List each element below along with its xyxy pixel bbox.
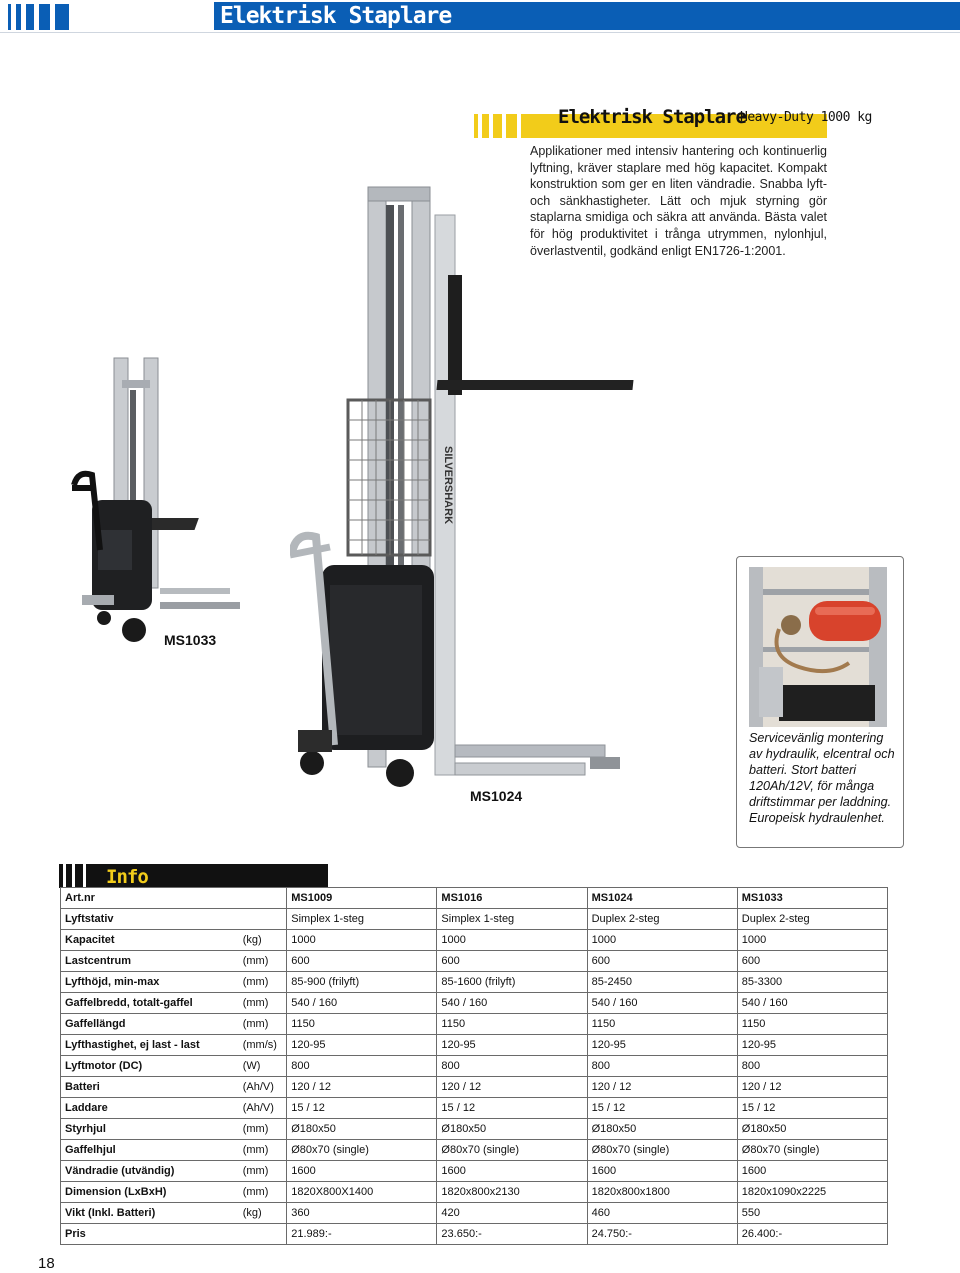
value-cell: 15 / 12 [587, 1098, 737, 1119]
hydraulics-photo [749, 567, 887, 727]
value-cell: 21.989:- [287, 1224, 437, 1245]
table-row [61, 1077, 888, 1098]
value-cell: 1150 [287, 1014, 437, 1035]
value-cell: Ø180x50 [737, 1119, 887, 1140]
value-cell: 1000 [287, 930, 437, 951]
model-header-cell: MS1033 [737, 888, 887, 909]
row-label-cell: Lyftmotor (DC) [61, 1056, 239, 1077]
value-cell: 1820x800x2130 [437, 1182, 587, 1203]
table-row [61, 1056, 888, 1077]
stacker-ms1033-image [64, 350, 254, 650]
value-cell: 1600 [437, 1161, 587, 1182]
value-cell: 24.750:- [587, 1224, 737, 1245]
value-cell: 120-95 [587, 1035, 737, 1056]
value-cell: Ø180x50 [587, 1119, 737, 1140]
value-cell: 1600 [737, 1161, 887, 1182]
value-cell: Ø80x70 (single) [287, 1140, 437, 1161]
row-label-cell: Lyfthastighet, ej last - last [61, 1035, 239, 1056]
unit-cell [239, 1224, 287, 1245]
table-row [61, 1119, 888, 1140]
value-cell: 85-1600 (frilyft) [437, 972, 587, 993]
section-title: Elektrisk Staplare [558, 106, 746, 128]
value-cell: 1600 [287, 1161, 437, 1182]
unit-cell: (mm) [239, 1014, 287, 1035]
row-label-cell: Lyfthöjd, min-max [61, 972, 239, 993]
unit-cell: (Ah/V) [239, 1077, 287, 1098]
value-cell: 600 [737, 951, 887, 972]
value-cell: 800 [287, 1056, 437, 1077]
row-label-cell: Dimension (LxBxH) [61, 1182, 239, 1203]
value-cell: Simplex 1-steg [287, 909, 437, 930]
value-cell: 1820x800x1800 [587, 1182, 737, 1203]
hydraulics-inset [736, 556, 904, 848]
unit-cell: (mm) [239, 1182, 287, 1203]
section-stripes [474, 114, 535, 138]
header-label-cell: Art.nr [61, 888, 239, 909]
value-cell: 540 / 160 [437, 993, 587, 1014]
value-cell: 120-95 [737, 1035, 887, 1056]
value-cell: 600 [587, 951, 737, 972]
value-cell: 120-95 [287, 1035, 437, 1056]
value-cell: 15 / 12 [287, 1098, 437, 1119]
value-cell: 15 / 12 [737, 1098, 887, 1119]
mast-brand-text: SILVERSHARK [442, 445, 454, 525]
value-cell: 600 [287, 951, 437, 972]
value-cell: 1820x1090x2225 [737, 1182, 887, 1203]
row-label-cell: Vikt (Inkl. Batteri) [61, 1203, 239, 1224]
value-cell: 120 / 12 [737, 1077, 887, 1098]
table-row [61, 909, 888, 930]
value-cell: 550 [737, 1203, 887, 1224]
value-cell: 800 [437, 1056, 587, 1077]
table-row [61, 951, 888, 972]
unit-cell: (mm) [239, 1140, 287, 1161]
unit-cell [239, 909, 287, 930]
value-cell: 800 [587, 1056, 737, 1077]
row-label-cell: Gaffelhjul [61, 1140, 239, 1161]
value-cell: 600 [437, 951, 587, 972]
value-cell: Ø180x50 [287, 1119, 437, 1140]
table-row [61, 1182, 888, 1203]
value-cell: 420 [437, 1203, 587, 1224]
value-cell: 1600 [587, 1161, 737, 1182]
stacker-ms1024-image [290, 185, 660, 790]
table-row [61, 972, 888, 993]
unit-cell: (mm) [239, 1119, 287, 1140]
value-cell: 1820X800X1400 [287, 1182, 437, 1203]
table-row [61, 1224, 888, 1245]
value-cell: 120 / 12 [587, 1077, 737, 1098]
value-cell: Ø80x70 (single) [437, 1140, 587, 1161]
value-cell: 360 [287, 1203, 437, 1224]
ms1024-caption: MS1024 [470, 788, 523, 804]
table-row [61, 1014, 888, 1035]
model-header-cell: MS1016 [437, 888, 587, 909]
table-row [61, 1161, 888, 1182]
unit-cell: (W) [239, 1056, 287, 1077]
value-cell: 15 / 12 [437, 1098, 587, 1119]
unit-cell: (kg) [239, 1203, 287, 1224]
row-label-cell: Laddare [61, 1098, 239, 1119]
row-label-cell: Vändradie (utvändig) [61, 1161, 239, 1182]
row-label-cell: Pris [61, 1224, 239, 1245]
spec-table [60, 887, 888, 1245]
value-cell: 85-900 (frilyft) [287, 972, 437, 993]
value-cell: 540 / 160 [587, 993, 737, 1014]
value-cell: 1000 [737, 930, 887, 951]
model-header-cell: MS1024 [587, 888, 737, 909]
row-label-cell: Kapacitet [61, 930, 239, 951]
value-cell: Duplex 2-steg [587, 909, 737, 930]
table-row [61, 1098, 888, 1119]
row-label-cell: Batteri [61, 1077, 239, 1098]
value-cell: 1150 [437, 1014, 587, 1035]
value-cell: 85-3300 [737, 972, 887, 993]
value-cell: Duplex 2-steg [737, 909, 887, 930]
row-label-cell: Gaffellängd [61, 1014, 239, 1035]
inset-caption: Servicevänlig montering av hydraulik, elcentral och batteri. Stort batteri 120Ah/12V, för många driftstimmar per laddning. Europeisk hydraulenhet. [749, 731, 895, 825]
row-label-cell: Styrhjul [61, 1119, 239, 1140]
value-cell: 23.650:- [437, 1224, 587, 1245]
value-cell: 1000 [587, 930, 737, 951]
value-cell: Simplex 1-steg [437, 909, 587, 930]
value-cell: Ø80x70 (single) [737, 1140, 887, 1161]
page-number: 18 [38, 1255, 55, 1272]
value-cell: 540 / 160 [737, 993, 887, 1014]
value-cell: 460 [587, 1203, 737, 1224]
table-row [61, 1035, 888, 1056]
value-cell: 26.400:- [737, 1224, 887, 1245]
model-header-cell: MS1009 [287, 888, 437, 909]
unit-cell: (mm/s) [239, 1035, 287, 1056]
unit-cell: (kg) [239, 930, 287, 951]
table-row [61, 930, 888, 951]
value-cell: 1150 [737, 1014, 887, 1035]
table-row [61, 1140, 888, 1161]
unit-cell: (mm) [239, 1161, 287, 1182]
table-header-row [61, 888, 888, 909]
row-label-cell: Lyftstativ [61, 909, 239, 930]
value-cell: 120-95 [437, 1035, 587, 1056]
unit-cell [239, 888, 287, 909]
section-subtitle: Heavy-Duty 1000 kg [740, 110, 872, 125]
header-rule [0, 32, 960, 33]
intro-paragraph: Applikationer med intensiv hantering och kontinuerlig lyftning, kräver staplare med hög kapacitet. Kompakt konstruktion som ger en liten vändradie. Snabba lyft- och sänkhastigheter. Lätt och mjuk styrning gör staplarna smidiga och säkra att använda. Bästa valet för hög produktivitet i trånga utrymmen, nylonhjul, överlastventil, godkänd enligt EN1726-1:2001. [530, 144, 827, 258]
table-row [61, 1203, 888, 1224]
value-cell: 540 / 160 [287, 993, 437, 1014]
page-header [0, 0, 960, 32]
info-stripes [59, 864, 96, 888]
value-cell: 85-2450 [587, 972, 737, 993]
unit-cell: (mm) [239, 993, 287, 1014]
row-label-cell: Gaffelbredd, totalt-gaffel [61, 993, 239, 1014]
ms1033-caption: MS1033 [164, 632, 217, 648]
unit-cell: (mm) [239, 951, 287, 972]
value-cell: 800 [737, 1056, 887, 1077]
value-cell: 1000 [437, 930, 587, 951]
value-cell: Ø80x70 (single) [587, 1140, 737, 1161]
row-label-cell: Lastcentrum [61, 951, 239, 972]
unit-cell: (mm) [239, 972, 287, 993]
header-stripes [8, 4, 69, 30]
value-cell: 120 / 12 [287, 1077, 437, 1098]
table-row [61, 993, 888, 1014]
value-cell: 120 / 12 [437, 1077, 587, 1098]
unit-cell: (Ah/V) [239, 1098, 287, 1119]
value-cell: 1150 [587, 1014, 737, 1035]
page-title: Elektrisk Staplare [220, 3, 452, 29]
value-cell: Ø180x50 [437, 1119, 587, 1140]
info-title: Info [106, 866, 148, 888]
